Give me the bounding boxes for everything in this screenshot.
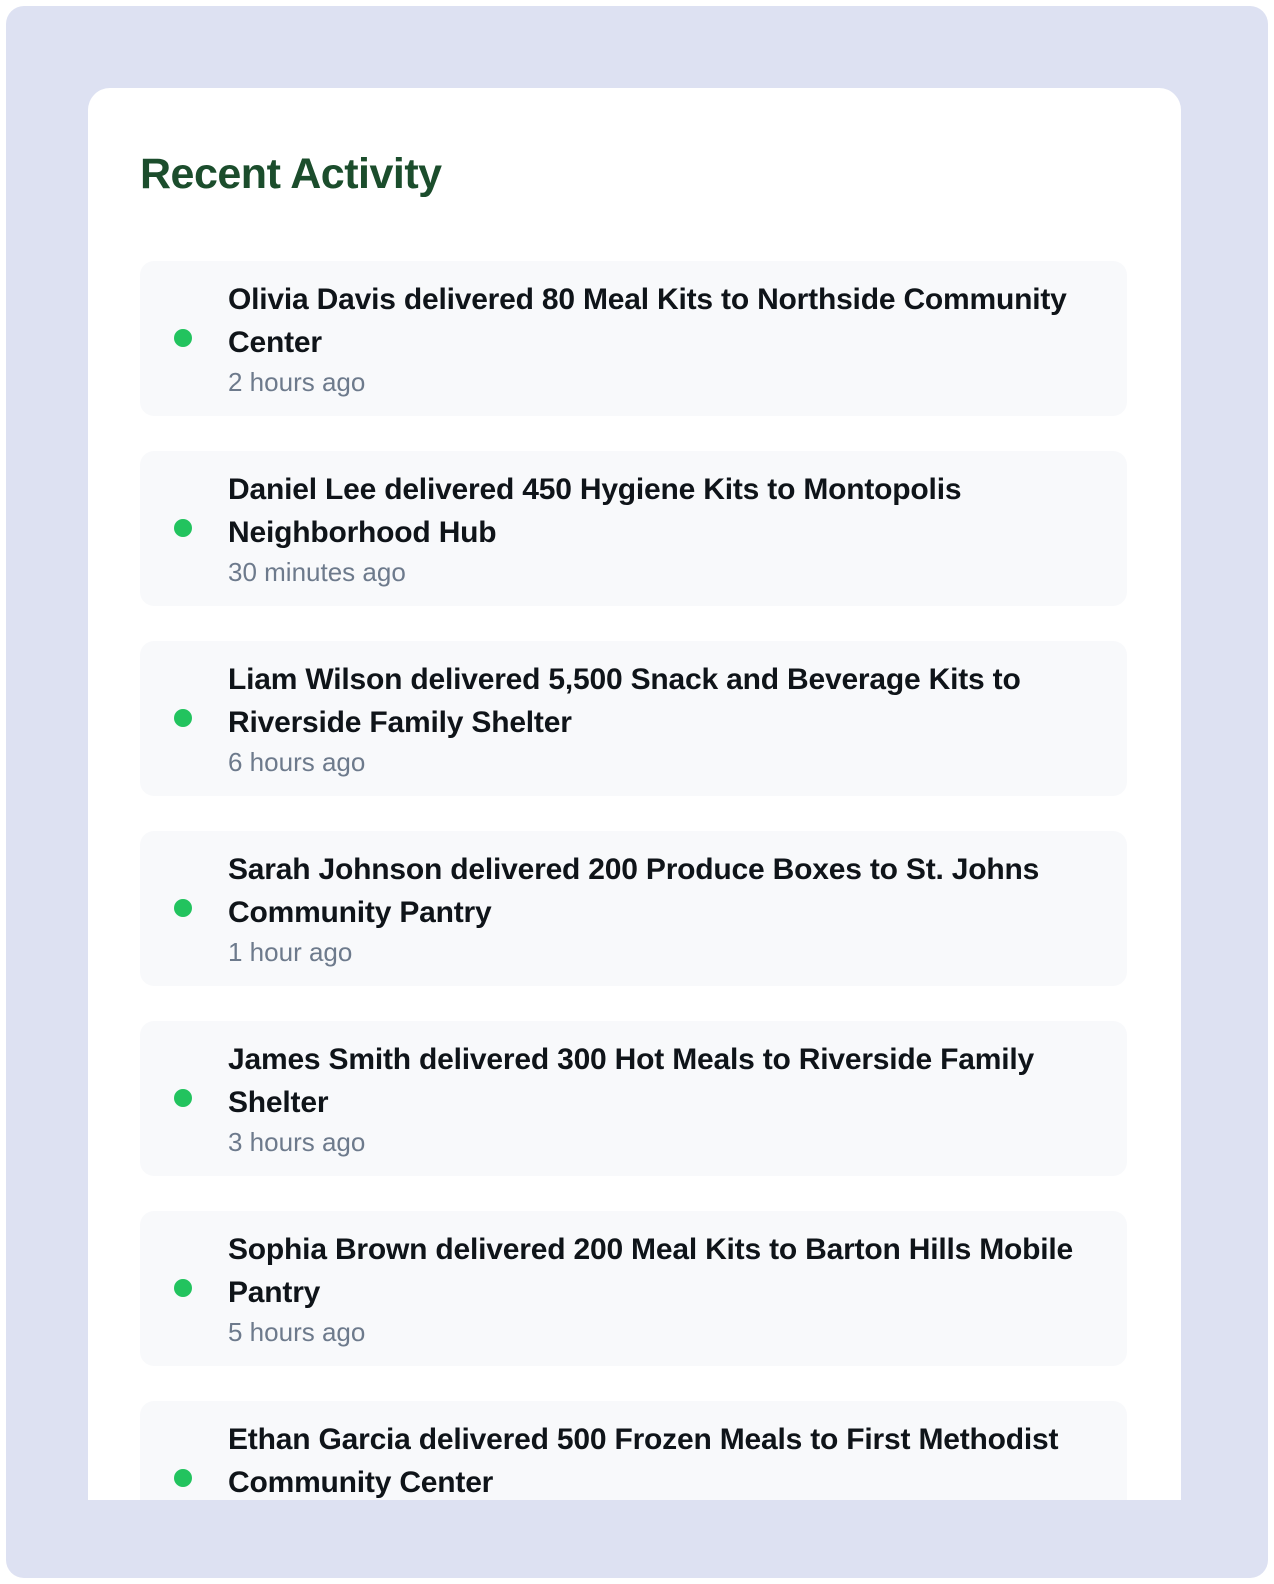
activity-item	[140, 1021, 1127, 1176]
activity-item	[140, 641, 1127, 796]
activity-item	[140, 451, 1127, 606]
activity-text	[228, 1038, 1087, 1160]
activity-description: Liam Wilson delivered 5,500 Snack and Beverage Kits to Riverside Family Shelter	[228, 663, 1021, 739]
activity-description: James Smith delivered 300 Hot Meals to Riverside Family Shelter	[228, 1043, 1035, 1119]
status-dot-icon	[174, 899, 192, 917]
card-title: Recent Activity	[140, 150, 442, 198]
activity-item	[140, 831, 1127, 986]
status-dot-icon	[174, 519, 192, 537]
activity-description: Sophia Brown delivered 200 Meal Kits to Barton Hills Mobile Pantry	[228, 1233, 1074, 1309]
status-dot-icon	[174, 1089, 192, 1107]
activity-list[interactable]	[140, 261, 1127, 1500]
status-dot-icon	[174, 1279, 192, 1297]
activity-timestamp: 3 hours ago	[228, 1127, 366, 1157]
activity-timestamp: 5 hours ago	[228, 1317, 366, 1347]
activity-timestamp: 2 hours ago	[228, 367, 366, 397]
activity-description: Olivia Davis delivered 80 Meal Kits to Northside Community Center	[228, 283, 1067, 359]
activity-item	[140, 1401, 1127, 1500]
status-dot-icon	[174, 1469, 192, 1487]
activity-text	[228, 1418, 1087, 1500]
activity-description: Sarah Johnson delivered 200 Produce Boxes to St. Johns Community Pantry	[228, 853, 1040, 929]
activity-text	[228, 1228, 1087, 1350]
activity-item	[140, 261, 1127, 416]
activity-text	[228, 658, 1087, 780]
activity-text	[228, 848, 1087, 970]
activity-description: Daniel Lee delivered 450 Hygiene Kits to Montopolis Neighborhood Hub	[228, 473, 962, 549]
status-dot-icon	[174, 329, 192, 347]
status-dot-icon	[174, 709, 192, 727]
activity-description: Ethan Garcia delivered 500 Frozen Meals to First Methodist Community Center	[228, 1423, 1059, 1499]
activity-item	[140, 1211, 1127, 1366]
activity-timestamp: 6 hours ago	[228, 747, 366, 777]
activity-timestamp: 30 minutes ago	[228, 557, 406, 587]
activity-timestamp: 1 hour ago	[228, 937, 353, 967]
activity-text	[228, 278, 1087, 400]
activity-text	[228, 468, 1087, 590]
page-background	[6, 6, 1268, 1578]
recent-activity-card	[88, 88, 1181, 1500]
